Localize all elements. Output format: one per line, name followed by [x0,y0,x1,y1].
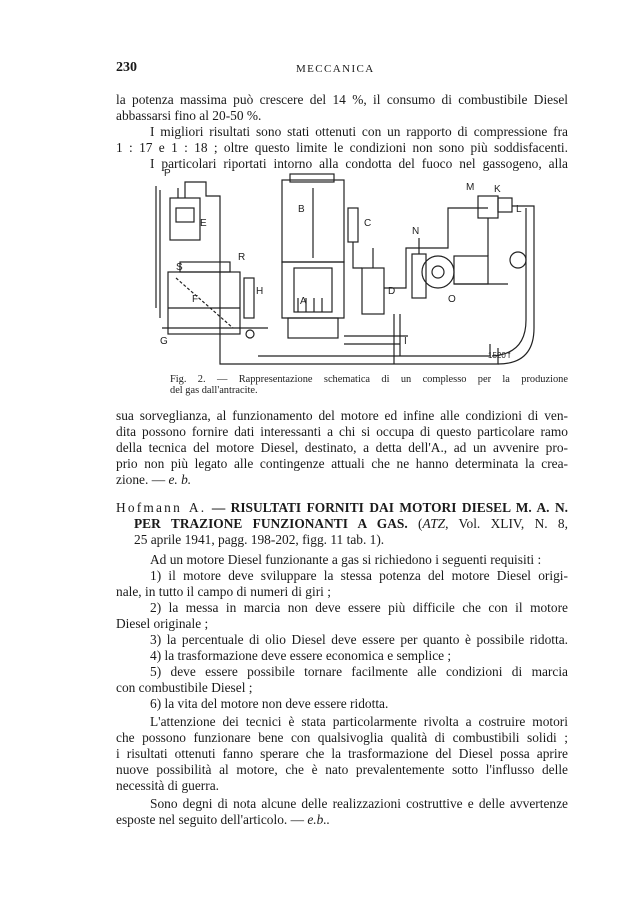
label-f: F [192,294,199,305]
label-g: G [160,336,168,347]
label-h: H [256,286,264,297]
requirement-item: 6) la vita del motore non deve essere ridotta. [150,696,389,711]
text-line: prio non più legato alle contingenze attuali che ne hanno determinata la crea- [116,456,568,471]
journal-name: ATZ [422,516,446,531]
article-heading [116,500,568,516]
label-p: P [164,168,171,179]
label-b: B [298,204,305,215]
label-k: K [494,184,501,195]
text-line: esposte nel seguito dell'articolo. — e.b.. [116,812,331,827]
text-line: sua sorveglianza, al funzionamento del motore ed infine alle condizioni di ven- [116,408,568,423]
label-a: A [300,296,307,307]
label-r: R [238,252,246,263]
running-title: MECCANICA [296,63,375,75]
label-d: D [388,286,396,297]
requirement-item: Diesel originale ; [116,616,209,631]
requirement-item: 5) deve essere possibile tornare facilmente alle condizioni di marcia [150,664,568,679]
label-m: M [466,182,475,193]
article-heading: PER TRAZIONE FUNZIONANTI A GAS. (ATZ, Vol. XLIV, N. 8, [134,516,568,531]
text-line: che possono funzionare bene con qualsivoglia qualità di combustibili solidi ; [116,730,568,745]
text-line: I migliori risultati sono stati ottenuti con un rapporto di compressione fra [150,124,568,139]
label-o: O [448,294,456,305]
engine-flywheel [422,256,454,288]
gas-plant-schematic [148,168,548,368]
filter-tank [170,198,200,240]
figure-caption-line: del gas dall'antracite. [170,385,258,396]
label-e: E [200,218,207,229]
text-line: la potenza massima può crescere del 14 %, il consumo di combustibile Diesel [116,92,568,107]
requirement-item: nale, in tutto il campo di numeri di giri ; [116,584,331,599]
label-c: C [364,218,372,229]
editor-signature: e. b. [168,472,192,487]
scrubber [362,268,384,314]
text-line: 1 : 17 e 1 : 18 ; oltre questo limite le condizioni non sono più soddisfacenti. [116,140,568,155]
text-line: nuove possibilità al motore, che è nato prevalentemente sotto l'influsso delle [116,762,568,777]
requirement-item: 3) la percentuale di olio Diesel deve essere per quanto è possibile ridotta. [150,632,568,647]
text-line: dita possono fornire dati interessanti a chi si occupa di questo particolare ramo [116,424,568,439]
text-line: Ad un motore Diesel funzionante a gas si richiedono i seguenti requisiti : [150,552,542,567]
text-line: zione. — e. b. [116,472,192,487]
article-author: Hofmann A. [116,500,207,515]
requirement-item: 2) la messa in marcia non deve essere più difficile che con il motore [150,600,568,615]
label-s: S [176,262,183,273]
editor-signature: e.b.. [307,812,331,827]
requirement-item: con combustibile Diesel ; [116,680,253,695]
text-line: Sono degni di nota alcune delle realizzazioni costruttive e delle avvertenze [150,796,568,811]
requirement-item: 1) il motore deve sviluppare la stessa potenza del motore Diesel origi- [150,568,568,583]
article-title: — RISULTATI FORNITI DAI MOTORI DIESEL M. A. N. [211,500,568,515]
label-l: L [516,204,522,215]
requirement-item: 4) la trasformazione deve essere economica e semplice ; [150,648,452,663]
diesel-engine [454,256,488,284]
fuel-tank [412,254,426,298]
text-line: i risultati ottenuti fanno sperare che la trasformazione del Diesel possa aprire [116,746,568,761]
article-reference: 25 aprile 1941, pagg. 198-202, figg. 11 tab. 1). [134,532,385,547]
text-line: I particolari riportati intorno alla condotta del fuoco nel gassogeno, alla [150,156,568,171]
text-line: L'attenzione dei tecnici è stata particolarmente rivolta a costruire motori [150,714,568,729]
text-line: della tecnica del motore Diesel, destinato, a detta dell'A., ad un avvenire pro- [116,440,568,455]
figure-code: 1520 f [488,351,511,360]
page-number: 230 [116,60,137,75]
text-line: necessità di guerra. [116,778,219,793]
figure-caption-line: Fig. 2. — Rappresentazione schematica di un complesso per la produzione [170,374,568,385]
text-line: abbassarsi fino al 20-50 %. [116,108,262,123]
label-i: I [404,336,407,347]
label-n: N [412,226,420,237]
